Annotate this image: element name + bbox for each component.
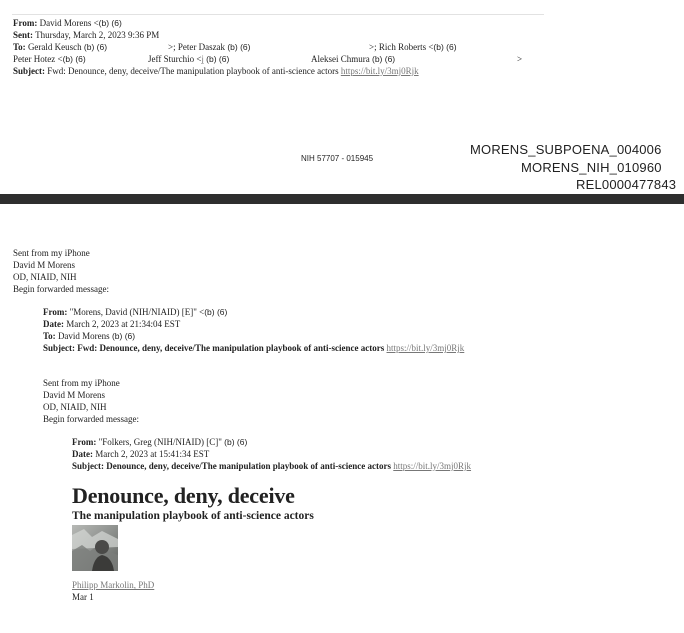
sent-value: Thursday, March 2, 2023 9:36 PM (35, 30, 160, 40)
fwd2-subject-label: Subject: (72, 461, 104, 471)
signature2-line-1: Sent from my iPhone (43, 378, 120, 388)
fwd2-date-line (72, 448, 209, 460)
to-jeff-sturchio-redaction: (b) (6) (206, 54, 230, 64)
to-rich-roberts-text: >; Rich Roberts < (369, 42, 434, 52)
to-peter-daszak-redaction: (b) (6) (227, 42, 251, 52)
to-peter-daszak (168, 41, 250, 53)
to-jeff-sturchio-link[interactable]: j (201, 54, 204, 64)
to-aleksei-text: Aleksei Chmura (311, 54, 370, 64)
header-from-line (13, 17, 122, 29)
fwd1-to-redaction: (b) (6) (111, 331, 136, 341)
page-break-bar (0, 194, 684, 204)
from-redaction: (b) (6) (98, 18, 122, 28)
fwd2-subject-link[interactable]: https://bit.ly/3mj0Rjk (393, 461, 472, 471)
to-end-bracket: > (517, 54, 523, 64)
subject-label: Subject: (13, 66, 45, 76)
morens-nih-stamp: MORENS_NIH_010960 (521, 160, 662, 175)
fwd1-from-value: "Morens, David (NIH/NIAID) [E]" < (69, 307, 205, 317)
to-aleksei (311, 53, 395, 65)
fwd1-subject-label: Subject: (43, 343, 75, 353)
fwd2-subject-value: Denounce, deny, deceive/The manipulation playbook of anti-science actors (106, 461, 392, 471)
to-gerald: Gerald Keusch (27, 42, 82, 52)
fwd1-subject-line (43, 342, 464, 354)
from-value: David Morens < (39, 18, 99, 28)
signature1-line-4: Begin forwarded message: (13, 284, 109, 294)
fwd2-from-line (72, 436, 247, 448)
fwd1-date-value: March 2, 2023 at 21:34:04 EST (66, 319, 181, 329)
morens-subpoena-stamp: MORENS_SUBPOENA_004006 (470, 142, 662, 157)
author-avatar[interactable] (72, 525, 118, 571)
fwd1-date-line (43, 318, 180, 330)
to-jeff-sturchio (148, 53, 229, 65)
nih-number-stamp: NIH 57707 - 015945 (301, 154, 374, 163)
header-subject-line (13, 65, 419, 77)
article-title: Denounce, deny, deceive (72, 483, 295, 508)
article-date: Mar 1 (72, 592, 94, 602)
subject-value: Fwd: Denounce, deny, deceive/The manipulation playbook of anti-science actors (47, 66, 339, 76)
signature1-line-1: Sent from my iPhone (13, 248, 90, 258)
fwd1-to-label: To: (43, 331, 56, 341)
header-sent-line (13, 29, 159, 41)
to-label: To: (13, 42, 26, 52)
article-author-link[interactable]: Philipp Markolin, PhD (72, 580, 155, 590)
fwd1-from-line (43, 306, 227, 318)
fwd2-date-label: Date: (72, 449, 93, 459)
fwd1-date-label: Date: (43, 319, 64, 329)
article-subtitle: The manipulation playbook of anti-science actors (72, 510, 314, 522)
to-rich-roberts-redaction: (b) (6) (433, 42, 457, 52)
to-gerald-redaction: (b) (6) (83, 42, 108, 52)
fwd1-subject-link[interactable]: https://bit.ly/3mj0Rjk (386, 343, 465, 353)
fwd2-from-redaction: (b) (6) (224, 437, 248, 447)
signature2-line-4: Begin forwarded message: (43, 414, 139, 424)
fwd1-subject-value: Fwd: Denounce, deny, deceive/The manipulation playbook of anti-science actors (77, 343, 385, 353)
fwd1-to-line (43, 330, 135, 342)
to-jeff-sturchio-text: Jeff Sturchio < (148, 54, 202, 64)
to-rich-roberts (369, 41, 457, 53)
author-photo-image (72, 525, 118, 571)
signature1-line-2: David M Morens (13, 260, 75, 270)
fwd2-from-value: "Folkers, Greg (NIH/NIAID) [C]" (98, 437, 222, 447)
top-rule (12, 14, 544, 15)
to-peter-hotez-redaction: (b) (6) (62, 54, 86, 64)
fwd2-subject-line (72, 460, 471, 472)
to-peter-daszak-text: >; Peter Daszak (168, 42, 226, 52)
from-label: From: (13, 18, 38, 28)
sent-label: Sent: (13, 30, 33, 40)
to-peter-hotez (13, 53, 86, 65)
signature1-line-3: OD, NIAID, NIH (13, 272, 77, 282)
signature2-line-3: OD, NIAID, NIH (43, 402, 107, 412)
to-aleksei-redaction: (b) (6) (372, 54, 396, 64)
rel-stamp: REL0000477843 (576, 177, 677, 192)
to-peter-hotez-text: Peter Hotez < (13, 54, 63, 64)
subject-link[interactable]: https://bit.ly/3mj0Rjk (340, 66, 419, 76)
fwd2-from-label: From: (72, 437, 97, 447)
fwd1-from-redaction: (b) (6) (204, 307, 228, 317)
fwd1-from-label: From: (43, 307, 68, 317)
signature2-line-2: David M Morens (43, 390, 105, 400)
fwd2-date-value: March 2, 2023 at 15:41:34 EST (95, 449, 210, 459)
fwd1-to-value: David Morens (57, 331, 110, 341)
